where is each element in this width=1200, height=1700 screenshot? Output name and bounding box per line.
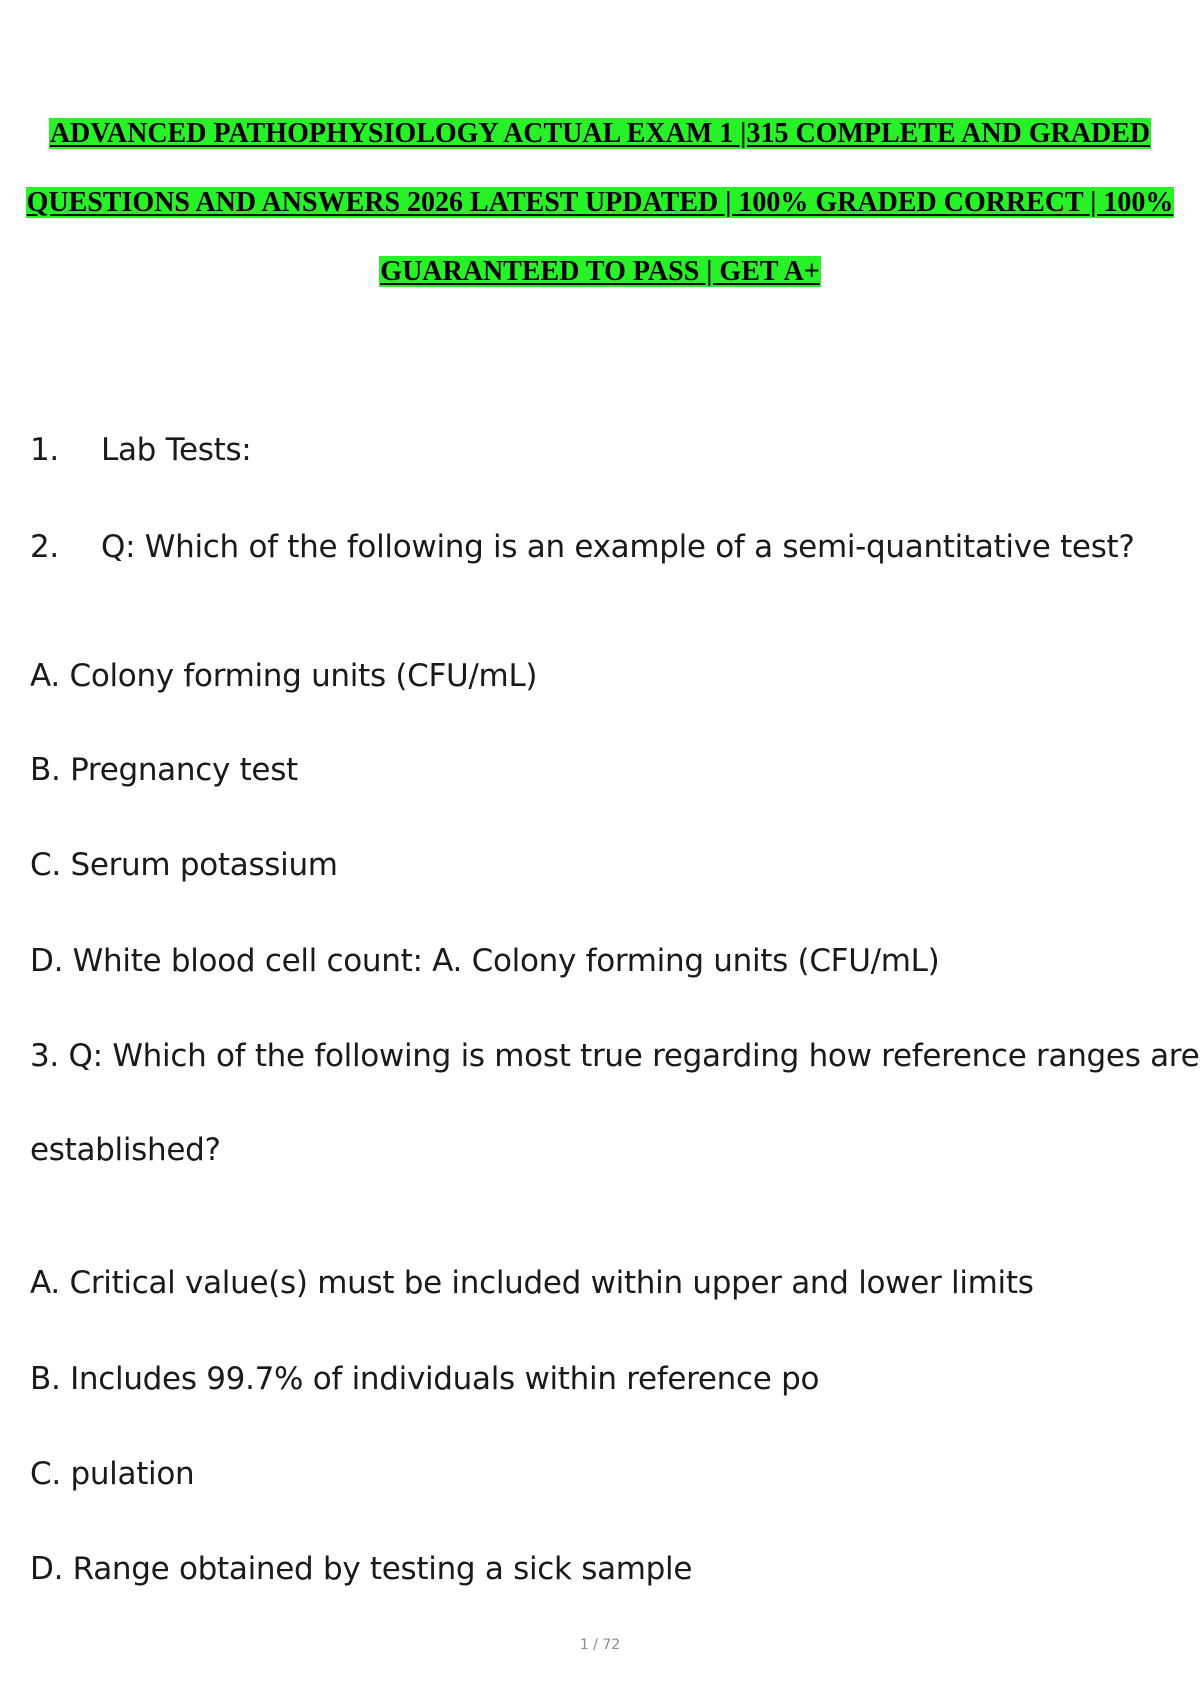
q3-question-line-2: established? xyxy=(30,1132,221,1168)
title-line-3: GUARANTEED TO PASS | GET A+ xyxy=(380,256,820,287)
document-title xyxy=(0,118,1200,325)
q2-option-b: B. Pregnancy test xyxy=(30,752,298,788)
q3-option-a: A. Critical value(s) must be included within upper and lower limits xyxy=(30,1265,1034,1301)
title-line-2: QUESTIONS AND ANSWERS 2026 LATEST UPDATED | 100% GRADED CORRECT | 100% xyxy=(26,187,1174,218)
q3-option-b: B. Includes 99.7% of individuals within reference po xyxy=(30,1361,820,1397)
numbered-item-1 xyxy=(30,430,251,470)
q2-option-d: D. White blood cell count: A. Colony forming units (CFU/mL) xyxy=(30,943,940,979)
numbered-item-2 xyxy=(30,527,1135,567)
item-number: 2. xyxy=(30,529,59,565)
title-line-1: ADVANCED PATHOPHYSIOLOGY ACTUAL EXAM 1 |315 COMPLETE AND GRADED xyxy=(49,118,1151,149)
q3-option-c: C. pulation xyxy=(30,1456,195,1492)
page-number: 1 / 72 xyxy=(579,1637,621,1653)
q2-option-c: C. Serum potassium xyxy=(30,847,338,883)
item-number: 1. xyxy=(30,432,59,468)
q3-option-d: D. Range obtained by testing a sick sample xyxy=(30,1551,693,1587)
item-text: Lab Tests: xyxy=(101,432,252,468)
q3-question-line-1: 3. Q: Which of the following is most true regarding how reference ranges are xyxy=(30,1038,1200,1074)
q2-option-a: A. Colony forming units (CFU/mL) xyxy=(30,658,538,694)
item-text: Q: Which of the following is an example of a semi-quantitative test? xyxy=(101,529,1135,565)
